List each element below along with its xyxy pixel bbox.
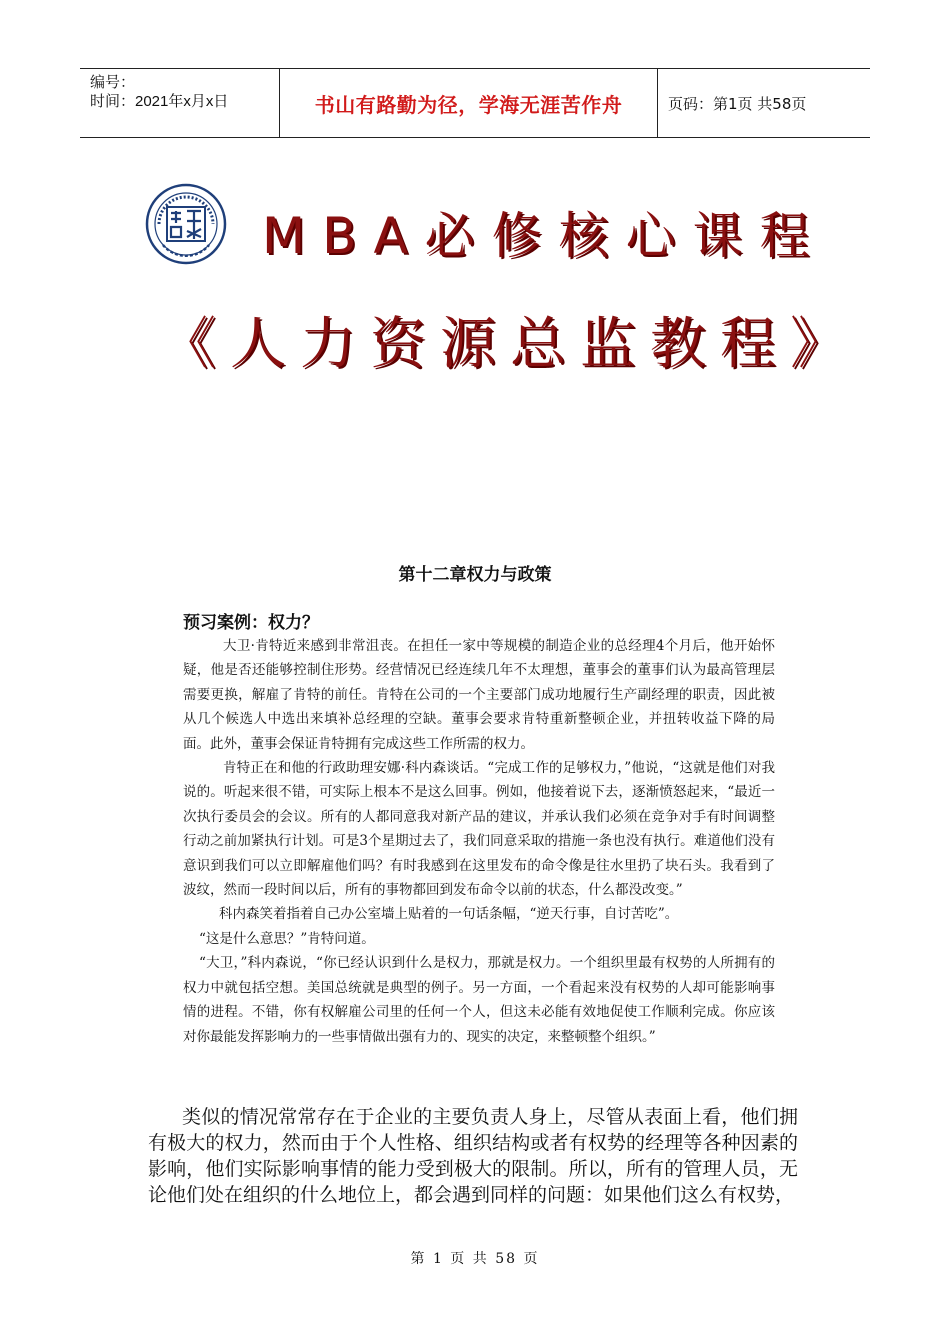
case-title: 预习案例：权力？	[183, 613, 319, 633]
time-label: 时间：2021年x月x日	[90, 93, 229, 110]
document-header	[80, 68, 870, 138]
page-footer: 第 1 页 共 58 页	[410, 1251, 540, 1267]
main-text	[148, 1104, 798, 1208]
chapter-title: 第十二章权力与政策	[398, 565, 552, 585]
number-label: 编号：	[90, 74, 136, 91]
header-page-code: 页码：第1页 共58页	[668, 94, 807, 113]
main-paragraph: 类似的情况常常存在于企业的主要负责人身上，尽管从表面上看，他们拥有极大的权力，然而由于个人性格、组织结构或者有权势的经理等各种因素的影响，他们实际影响事情的能力受到极大的限制。所以，所有的管理人员，无论他们处在组织的什么地位上，都会遇到同样的问题：如果他们这么有权势，	[148, 1106, 798, 1206]
case-body	[183, 634, 775, 1049]
header-meta	[80, 69, 280, 137]
university-seal-logo	[145, 183, 227, 265]
case-paragraph: 大卫·肯特近来感到非常沮丧。在担任一家中等规模的制造企业的总经理4个月后，他开始怀疑，他是否还能够控制住形势。经营情况已经连续几年不太理想，董事会的董事们认为最高管理层需要更换，解雇了肯特的前任。肯特在公司的一个主要部门成功地履行生产副经理的职责，因此被从几个候选人中选出来填补总经理的空缺。董事会要求肯特重新整顿企业，并扭转收益下降的局面。此外，董事会保证肯特拥有完成这些工作所需的权力。	[183, 638, 775, 752]
case-paragraph: 肯特正在和他的行政助理安娜·科内森谈话。“完成工作的足够权力，”他说，“这就是他们对我说的。听起来很不错，可实际上根本不是这么回事。例如，他接着说下去，逐渐愤怒起来，“最近一次执行委员会的会议。所有的人都同意我对新产品的建议，并承认我们必须在竞争对手有时间调整行动之前加紧执行计划。可是3个星期过去了，我们同意采取的措施一条也没有执行。难道他们没有意识到我们可以立即解雇他们吗？有时我感到在这里发布的命令像是往水里扔了块石头。我看到了波纹，然而一段时间以后，所有的事物都回到发布命令以前的状态，什么都没改变。”	[183, 760, 775, 899]
case-paragraph: “大卫，”科内森说，“你已经认识到什么是权力，那就是权力。一个组织里最有权势的人所拥有的权力中就包括空想。美国总统就是典型的例子。另一方面，一个看起来没有权势的人却可能影响事情的进程。不错，你有权解雇公司里的任何一个人，但这未必能有效地促使工作顺利完成。你应该对你最能发挥影响力的一些事情做出强有力的、现实的决定，来整顿整个组织。”	[183, 955, 775, 1045]
course-title: MBA必修核心课程	[262, 207, 827, 265]
header-motto: 书山有路勤为径，学海无涯苦作舟	[280, 69, 658, 137]
case-paragraph: “这是什么意思？”肯特问道。	[199, 930, 375, 947]
case-paragraph: 科内森笑着指着自己办公室墙上贴着的一句话条幅，“逆天行事，自讨苦吃”。	[219, 906, 679, 923]
book-title: 《人力资源总监教程》	[160, 312, 860, 377]
